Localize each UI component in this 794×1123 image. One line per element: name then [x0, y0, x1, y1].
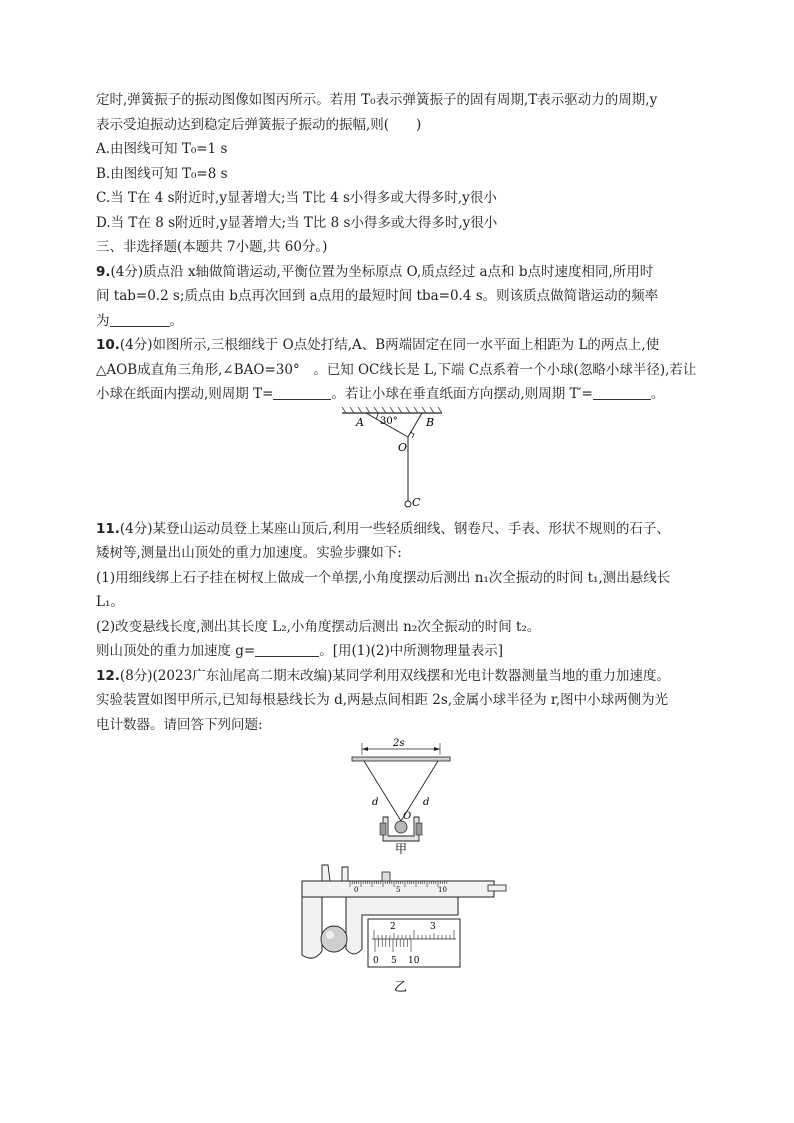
label-o: O — [398, 440, 408, 454]
top-scale-label-5: 5 — [396, 886, 401, 894]
three-strings-diagram — [96, 407, 706, 517]
main-scale-label-3: 3 — [430, 922, 436, 932]
label-d-right: d — [423, 797, 430, 808]
label-a: A — [356, 415, 364, 429]
ceiling-hatch — [342, 407, 442, 413]
q10-period-blank[interactable] — [273, 385, 331, 400]
vernier-label-10: 10 — [408, 956, 420, 966]
caption-yi: 乙 — [394, 980, 408, 995]
label-c: C — [412, 495, 421, 509]
q11-number: 11. — [96, 520, 120, 537]
q9-line2: 间 tab=0.2 s;质点由 b点再次回到 a点用的最短时间 tba=0.4 s。则该质点做简谐运动的频率 — [96, 288, 659, 304]
caption-jia: 甲 — [395, 842, 408, 855]
q8-option-a: A.由图线可知 T₀=1 s — [96, 141, 228, 157]
string-bo — [408, 413, 422, 437]
q11-line5: (2)改变悬线长度,测出其长度 L₂,小角度摆动后测出 n₂次全振动的时间 t₂。 — [96, 618, 541, 635]
q10-number: 10. — [96, 337, 120, 353]
q12-figure-yi — [96, 859, 706, 997]
photogate-sensor-right — [416, 823, 422, 835]
section-3-heading: 三、非选择题(本题共 7小题,共 60分。) — [96, 239, 328, 255]
string-left — [364, 761, 401, 821]
double-pendulum-diagram — [96, 737, 706, 855]
q12-figure-jia — [96, 737, 706, 855]
document-page — [96, 88, 706, 997]
q10-period-prime-blank[interactable] — [593, 385, 651, 400]
label-d-left: d — [372, 797, 379, 808]
caliper-upper-jaw-fixed — [322, 865, 330, 881]
photogate-sensor-left — [380, 823, 386, 835]
q8-option-d: D.当 T在 8 s附近时,y显著增大;当 T比 8 s小得多或大得多时,y很小 — [96, 214, 498, 231]
q12-number: 12. — [96, 667, 120, 684]
q9-line3: 为 。 — [96, 312, 183, 329]
q12-line2: 实验装置如图甲所示,已知每根悬线长为 d,两悬点间相距 2s,金属小球半径为 r,图中小球两侧为光 — [96, 692, 669, 708]
q11-line2: 矮树等,测量出山顶处的重力加速度。实验步骤如下: — [96, 545, 402, 561]
top-scale-label-0: 0 — [354, 886, 359, 894]
q11-line4: L₁。 — [96, 594, 124, 610]
q9-answer-blank[interactable] — [110, 312, 170, 327]
q12-line3: 电计数器。请回答下列问题: — [96, 716, 263, 733]
q11-line3: (1)用细线绑上石子挂在树杈上做成一个单摆,小角度摆动后测出 n₁次全振动的时间 t₁,测出悬线长 — [96, 569, 671, 586]
label-o: O — [403, 811, 412, 822]
caliper-depth-rod — [488, 885, 506, 891]
caliper-lock-screw — [382, 872, 390, 881]
q9-line1: 9.(4分)质点沿 x轴做简谐运动,平衡位置为坐标原点 O,质点经过 a点和 b点时速度相同,所用时 — [96, 263, 654, 280]
q10-figure — [96, 407, 706, 517]
support-plate — [352, 757, 450, 761]
q8-option-c: C.当 T在 4 s附近时,y显著增大;当 T比 4 s小得多或大得多时,y很小 — [96, 190, 497, 206]
q10-line1: 10.(4分)如图所示,三根细线于 O点处打结,A、B两端固定在同一水平面上相距为 L的两点上,使 — [96, 337, 660, 353]
ball-c — [405, 501, 411, 507]
measured-ball — [321, 926, 347, 952]
metal-ball — [395, 821, 407, 833]
q11-line6: 则山顶处的重力加速度 g= 。[用(1)(2)中所测物理量表示] — [96, 643, 504, 659]
q8-stem-line1: 定时,弹簧振子的振动图像如图丙所示。若用 T₀表示弹簧振子的固有周期,T表示驱动力的周期,y — [96, 92, 658, 108]
q9-number: 9. — [96, 263, 111, 280]
vernier-label-0: 0 — [373, 956, 379, 966]
q10-line3: 小球在纸面内摆动,则周期 T= 。若让小球在垂直纸面方向摆动,则周期 T′= 。 — [96, 386, 665, 402]
caliper-lower-jaw-fixed — [302, 897, 322, 958]
caliper-upper-jaw-moving — [342, 867, 348, 881]
q8-option-b: B.由图线可知 T₀=8 s — [96, 165, 228, 182]
q12-line1: 12.(8分)(2023广东汕尾高二期末改编)某同学利用双线摆和光电计数器测量当地的重力加速度。 — [96, 667, 670, 684]
label-b: B — [426, 415, 435, 429]
vernier-label-5: 5 — [391, 956, 397, 966]
q8-stem-line2: 表示受迫振动达到稳定后弹簧振子振动的振幅,则( ) — [96, 116, 422, 133]
label-2s: 2s — [393, 738, 405, 749]
label-angle: 30° — [380, 415, 398, 427]
q11-line1: 11.(4分)某登山运动员登上某座山顶后,利用一些轻质细线、钢卷尺、手表、形状不规则的石子、 — [96, 520, 670, 537]
angle-arc — [376, 413, 378, 419]
vernier-caliper-diagram — [96, 859, 706, 997]
top-scale-label-10: 10 — [438, 886, 447, 894]
main-scale-label-2: 2 — [390, 922, 396, 932]
q11-answer-blank[interactable] — [255, 642, 319, 657]
q10-line2: △AOB成直角三角形,∠BAO=30° 。已知 OC线长是 L,下端 C点系着一个小球(忽略小球半径),若让 — [96, 361, 697, 378]
